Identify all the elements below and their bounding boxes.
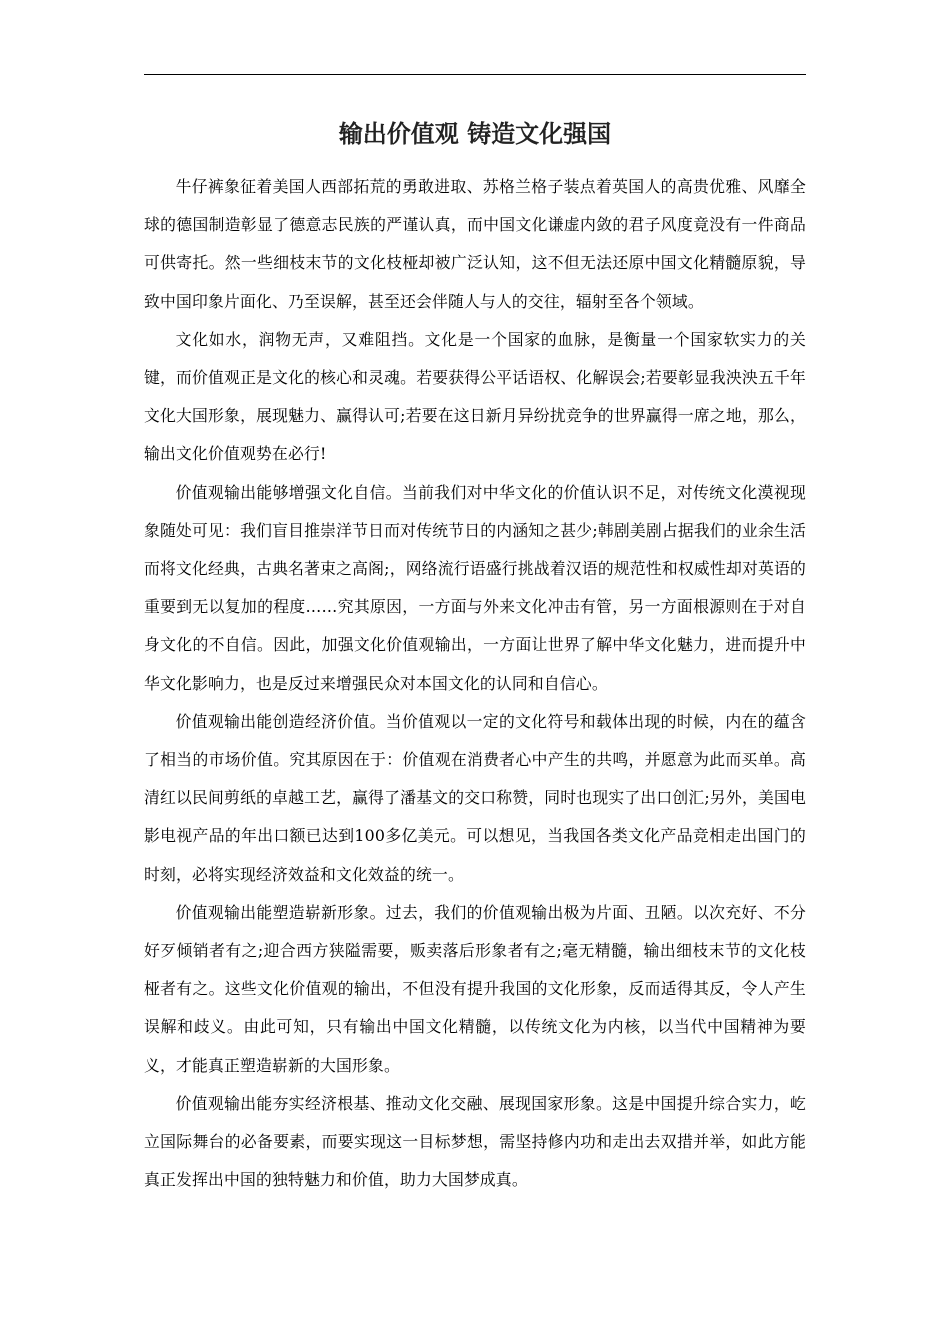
paragraph: 价值观输出能夯实经济根基、推动文化交融、展现国家形象。这是中国提升综合实力，屹立国际舞台的必备要素，而要实现这一目标梦想，需坚持修内功和走出去双措并举，如此方能真正发挥出中国的独特魅力和价值，助力大国梦成真。 [144,1093,806,1190]
document-title: 输出价值观 铸造文化强国 [338,120,612,148]
paragraph: 价值观输出能创造经济价值。当价值观以一定的文化符号和载体出现的时候，内在的蕴含了相当的市场价值。究其原因在于：价值观在消费者心中产生的共鸣，并愿意为此而买单。高清红以民间剪纸的卓越工艺，赢得了潘基文的交口称赞，同时也现实了出口创汇;另外，美国电影电视产品的年出口额已达到100多亿美元。可以想见，当我国各类文化产品竞相走出国门的时刻，必将实现经济效益和文化效益的统一。 [144,711,806,884]
paragraph: 价值观输出能够增强文化自信。当前我们对中华文化的价值认识不足，对传统文化漠视现象随处可见：我们盲目推崇洋节日而对传统节日的内涵知之甚少;韩剧美剧占据我们的业余生活而将文化经典，古典名著束之高阁;，网络流行语盛行挑战着汉语的规范性和权威性却对英语的重要到无以复加的程度……究其原因，一方面与外来文化冲击有管，另一方面根源则在于对自身文化的不自信。因此，加强文化价值观输出，一方面让世界了解中华文化魅力，进而提升中华文化影响力，也是反过来增强民众对本国文化的认同和自信心。 [144,482,806,693]
header-rule [144,74,806,75]
paragraph: 价值观输出能塑造崭新形象。过去，我们的价值观输出极为片面、丑陋。以次充好、不分好歹倾销者有之;迎合西方狭隘需要，贩卖落后形象者有之;毫无精髓，输出细枝末节的文化枝桠者有之。这些文化价值观的输出，不但没有提升我国的文化形象，反而适得其反，令人产生误解和歧义。由此可知，只有输出中国文化精髓，以传统文化为内核，以当代中国精神为要义，才能真正塑造崭新的大国形象。 [144,902,806,1075]
paragraph: 牛仔裤象征着美国人西部拓荒的勇敢进取、苏格兰格子装点着英国人的高贵优雅、风靡全球的德国制造彰显了德意志民族的严谨认真，而中国文化谦虚内敛的君子风度竟没有一件商品可供寄托。然一些细枝末节的文化枝桠却被广泛认知，这不但无法还原中国文化精髓原貌，导致中国印象片面化、乃至误解，甚至还会伴随人与人的交往，辐射至各个领域。 [144,177,806,311]
document-body [144,168,806,1199]
paragraph: 文化如水，润物无声，又难阻挡。文化是一个国家的血脉，是衡量一个国家软实力的关键，而价值观正是文化的核心和灵魂。若要获得公平话语权、化解误会;若要彰显我泱泱五千年文化大国形象，展现魅力、赢得认可;若要在这日新月异纷扰竞争的世界赢得一席之地，那么，输出文化价值观势在必行! [144,329,806,464]
